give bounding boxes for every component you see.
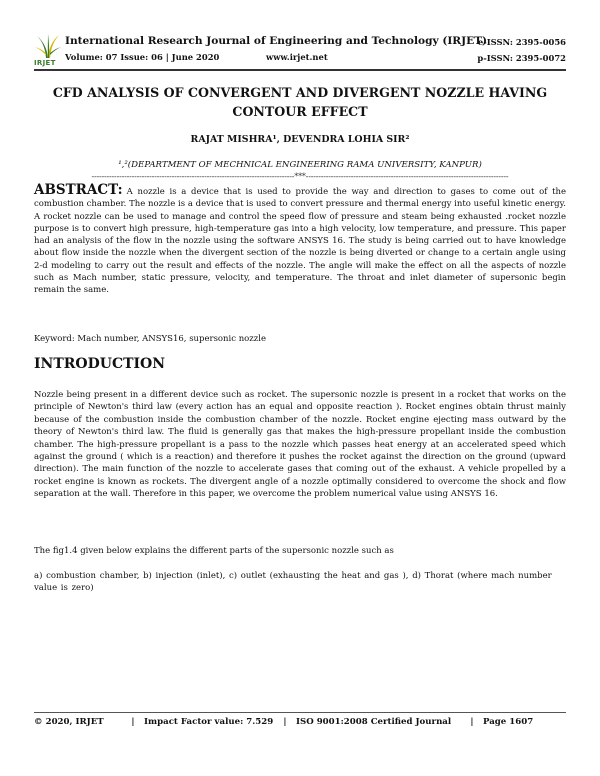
author-affiliation: ¹,²(DEPARTMENT OF MECHNICAL ENGINEERING RAMA UNIVERSITY, KANPUR): [118, 160, 482, 170]
keywords: Keyword: Mach number, ANSYS16, supersonic nozzle: [34, 334, 266, 344]
paper-title: CFD ANALYSIS OF CONVERGENT AND DIVERGENT NOZZLE HAVING CONTOUR EFFECT: [52, 85, 548, 119]
abstract: [34, 184, 566, 297]
footer-bar: |: [470, 717, 474, 727]
footer-impact-factor: [144, 717, 274, 727]
impact-label: Impact Factor value:: [144, 717, 244, 727]
header-divider: [34, 69, 566, 71]
abstract-body: A nozzle is a device that is used to provide the way and direction to gases to come out of the combustion chamber. The nozzle is a device that is used to convert pressure and thermal energy into useful kinetic energy. A rocket nozzle can be used to manage and control the speed flow of pressure and steam being exhausted .rocket nozzle purpose is to convert high pressure, high-temperature gas into a high velocity, low temperature, and pressure. This paper had an analysis of the flow in the nozzle using the software ANSYS 16. The study is being carried out to have knowledge about flow inside the nozzle when the divergent section of the nozzle is being diverted or change to a certain angle using 2-d modeling to carry out the result and effects of the nozzle. The angle will make the effect on all the aspects of nozzle such as Mach number, static pressure, velocity, and temperature. The throat and inlet diameter of supersonic begin remain the same.: [34, 187, 566, 296]
journal-issue: Volume: 07 Issue: 06 | June 2020: [65, 52, 220, 62]
p-issn: p-ISSN: 2395-0072: [477, 53, 566, 63]
footer-page-number: Page 1607: [483, 717, 534, 727]
footer-iso: ISO 9001:2008 Certified Journal: [296, 717, 452, 727]
logo-wordmark: IRJET: [34, 59, 56, 67]
irjet-logo-icon: [34, 33, 62, 69]
paper-authors: RAJAT MISHRA¹, DEVENDRA LOHIA SIR²: [190, 134, 410, 145]
journal-header: [34, 33, 566, 69]
page-footer: [34, 717, 566, 727]
introduction-paragraph-1: Nozzle being present in a different device such as rocket. The supersonic nozzle is present in a rocket that works on the principle of Newton's third law (every action has an equal and opposite reaction ). Rocket engines obtain thrust mainly because of the combustion inside the combustion chamber of the nozzle. Rocket engine ejecting mass outward by the theory of Newton's third law. The fluid is generally gas that makes the high-pressure propellant inside the combustion chamber. The high-pressure propellant is a pass to the nozzle which passes heat energy at an accelerated speed which against the ground ( which is a reaction) and therefore it pushes the rocket against the direction on the ground (upward direction). The main function of the nozzle to accelerate gases that coming out of the exhaust. A vehicle propelled by a rocket engine is known as rockets. The divergent angle of a nozzle optimally considered to overcome the shock and flow separation at the wall. Therefore in this paper, we overcome the problem numerical value using ANSYS 16.: [34, 390, 566, 500]
footer-bar: |: [131, 717, 135, 727]
footer-divider: [34, 712, 566, 713]
e-issn: e-ISSN: 2395-0056: [477, 37, 566, 47]
footer-bar: |: [283, 717, 287, 727]
introduction-heading: INTRODUCTION: [34, 356, 166, 372]
journal-website: www.irjet.net: [266, 52, 328, 62]
footer-copyright: © 2020, IRJET: [34, 717, 104, 727]
impact-value: 7.529: [246, 717, 274, 727]
abstract-heading: ABSTRACT:: [34, 182, 123, 198]
introduction-paragraph-2: The fig1.4 given below explains the different parts of the supersonic nozzle such as: [34, 546, 394, 556]
introduction-paragraph-3: a) combustion chamber, b) injection (inlet), c) outlet (exhausting the heat and gas ), d) Thorat (where mach number value is zero): [34, 571, 552, 594]
section-separator: ---------------------------------------------------------------------------------***---------------------------------------------------------------------------------: [91, 172, 509, 181]
journal-name: International Research Journal of Engineering and Technology (IRJET): [65, 35, 488, 47]
